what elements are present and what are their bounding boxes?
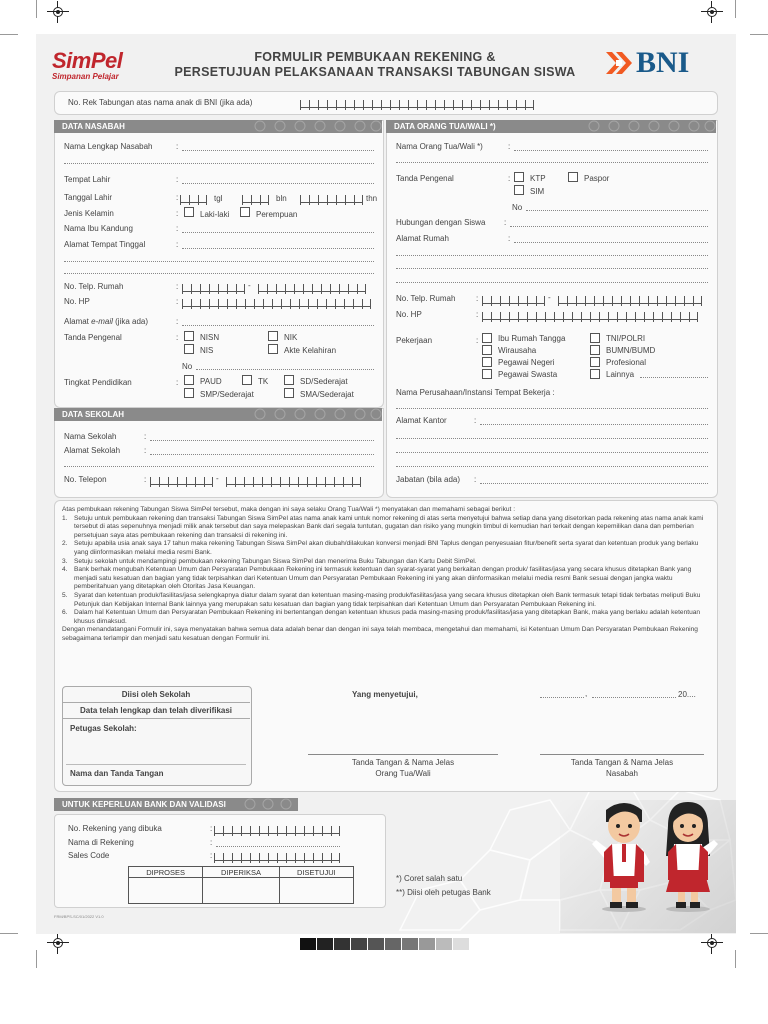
dash: - [216,474,219,483]
tanggal-lahir-label: Tanggal Lahir [64,193,113,202]
ortu-telp-rumah-label: No. Telp. Rumah [396,294,456,303]
nasabah-section-title: DATA NASABAH [54,120,382,133]
colon: : [176,317,179,326]
agree-label: Yang menyetujui, [352,690,418,699]
nama-lengkap-input-line2[interactable] [64,163,374,164]
band-pattern [250,408,382,421]
terms-item-text: Syarat dan ketentuan produk/fasilitas/jasa selengkapnya diatur dalam syarat dan ketentuan masing-masing produk/fasilitas/jasa yang secara khusus ditetapkan oleh Bank termasuk tetapi tidak terbatas meliputi Buku Petunjuk dan Kebijakan Internal Bank lainnya yang merupakan satu kesatuan dan bagian yang tidak terpisahkan dari Ketentuan Umum dan Persyaratan Pembukaan Rekening ini. [74,591,701,608]
trim-line [36,0,37,18]
colon: : [176,224,179,233]
sekolah-section-title: DATA SEKOLAH [54,408,382,421]
parent-signature-label-1: Tanda Tangan & Nama Jelas [351,758,455,767]
tk-label: TK [258,377,269,386]
parent-signature-line[interactable] [308,754,498,755]
sd-checkbox[interactable] [284,375,294,385]
tempat-lahir-input[interactable] [182,183,374,184]
ortu-section-title: DATA ORANG TUA/WALI *) [386,120,716,133]
bni-symbol-icon [604,50,632,76]
tni-polri-label: TNI/POLRI [606,334,646,343]
nik-checkbox[interactable] [268,331,278,341]
paspor-checkbox[interactable] [568,172,578,182]
tgl-label: tgl [214,194,223,203]
school-box-nama-ttd: Nama dan Tanda Tangan [70,769,164,778]
color-swatch [351,938,367,950]
terms-closing: Dengan menandatangani Formulir ini, saya menyatakan bahwa semua data adalah benar dan dengan ini saya telah membaca, mengetahui dan memahami, isi Ketentuan Umum Dan Persyaratan Pembukaan Rekening sebagaimana terlampir dan menjadi satu kesatuan dengan Formulir ini. [62,626,698,642]
bank-section-title: UNTUK KEPERLUAN BANK DAN VALIDASI [54,798,298,811]
alamat-input[interactable] [182,248,374,249]
colon: : [144,432,147,441]
trim-line [0,933,18,934]
alamat-kantor-input-line4[interactable] [396,466,708,467]
ktp-label: KTP [530,174,546,183]
colon: : [176,240,179,249]
parent-signature-label-2: Orang Tua/Wali [375,769,431,778]
perempuan-label: Perempuan [256,210,298,219]
telepon-sekolah-number-input[interactable] [226,474,361,485]
colon: : [210,824,213,833]
band-pattern [240,798,296,811]
signing-place-input[interactable] [540,697,584,698]
nama-lengkap-label: Nama Lengkap Nasabah [64,142,153,151]
laki-laki-label: Laki-laki [200,210,230,219]
color-swatch [402,938,418,950]
school-box-verified: Data telah lengkap dan telah diverifikasi [79,706,233,715]
alamat-kantor-input-line3[interactable] [396,452,708,453]
alamat-rumah-input-line4[interactable] [396,282,708,283]
customer-signature-label-2: Nasabah [605,769,639,778]
thn-label: thn [366,194,378,203]
terms-item: 1. Setuju untuk pembukaan rekening dan transaksi Tabungan Siswa SimPel atas nama anak kami untuk nomor rekening di atas serta menyetujui bahwa setiap dana yang disetorkan pada rekening atas nama anak kami tersebut di atas sepenuhnya menjadi milik anak tersebut dan saya melepaskan Bank dari segala tuntutan, gugatan dan risiko yang mungkin timbul di kemudian hari terkait dengan kepemilikan dana dan pemberian persetujuan saya atas pembukaan rekening dan transaksi di rekening ini. [62,514,704,539]
tanggal-lahir-bln-input[interactable] [242,192,269,203]
dash: - [548,293,551,302]
perempuan-checkbox[interactable] [240,207,250,217]
registration-mark-bottom-left [51,936,65,950]
colon: : [476,310,479,319]
pegawai-swasta-checkbox[interactable] [482,369,492,379]
ortu-telp-area-input[interactable] [482,293,545,304]
colon: : [176,209,179,218]
sales-code-input[interactable] [214,850,340,861]
signing-date-input[interactable] [592,697,676,698]
bank-rekening-label: No. Rekening yang dibuka [68,824,162,833]
tni-polri-checkbox[interactable] [590,333,600,343]
trim-line [735,0,736,18]
registration-mark-top-right [705,5,719,19]
account-number-input[interactable] [300,97,534,108]
sd-label: SD/Sederajat [300,377,348,386]
girl-figure [666,802,718,912]
alamat-input-line2[interactable] [64,261,374,262]
dash: - [248,281,251,290]
terms-item: 2. Setuju apabila usia anak saya 17 tahun maka rekening Tabungan Siswa SimPel akan diubah/dilakukan konversi menjadi BNI Taplus dengan penyesuaian fitur/benefit serta syarat dan ketentuan produk yang berlaku yang diinformasikan melalui media resmi Bank. [62,540,699,556]
tanggal-lahir-thn-input[interactable] [300,192,363,203]
akte-kelahiran-checkbox[interactable] [268,344,278,354]
smp-label: SMP/Sederajat [200,390,254,399]
ortu-id-number-input[interactable] [526,210,708,211]
colon: : [144,446,147,455]
note-petugas: **) Diisi oleh petugas Bank [396,888,491,897]
school-box-title: Diisi oleh Sekolah [121,690,191,699]
bank-nama-label: Nama di Rekening [68,838,134,847]
sma-label: SMA/Sederajat [300,390,354,399]
bumn-checkbox[interactable] [590,345,600,355]
trim-line [750,34,768,35]
no-hp-label: No. HP [64,297,90,306]
diproses-header: DIPROSES [129,867,203,878]
pekerjaan-label: Pekerjaan [396,336,433,345]
nama-ortu-input[interactable] [514,150,708,151]
bumn-label: BUMN/BUMD [606,346,656,355]
ortu-no-hp-label: No. HP [396,310,422,319]
nis-checkbox[interactable] [184,344,194,354]
nama-ibu-label: Nama Ibu Kandung [64,224,133,233]
ortu-id-no-label: No [512,203,523,212]
nisn-checkbox[interactable] [184,331,194,341]
akte-kelahiran-label: Akte Kelahiran [284,346,337,355]
color-swatch [419,938,435,950]
tingkat-pendidikan-label: Tingkat Pendidikan [64,378,132,387]
jenis-kelamin-label: Jenis Kelamin [64,209,114,218]
ibu-rumah-tangga-checkbox[interactable] [482,333,492,343]
date-suffix: 20.... [678,690,696,699]
nis-label: NIS [200,346,214,355]
colon: : [476,294,479,303]
tempat-lahir-label: Tempat Lahir [64,175,111,184]
colon: : [210,851,213,860]
alamat-sekolah-input[interactable] [150,454,374,455]
simpel-logo [52,50,122,81]
terms-item-text: Setuju apabila usia anak saya 17 tahun maka rekening Tabungan Siswa SimPel akan diubah/dilakukan konversi menjadi BNI Taplus dengan penyesuaian fitur/benefit serta syarat dan ketentuan produk yang berlaku yang diinformasikan melalui media resmi Bank. [74,540,699,556]
alamat-kantor-input[interactable] [480,424,708,425]
colon: : [508,174,511,183]
colon: : [176,282,179,291]
jabatan-label: Jabatan (bila ada) [396,475,461,484]
email-input[interactable] [182,325,374,326]
school-box-petugas: Petugas Sekolah: [70,724,137,733]
trim-line [0,34,18,35]
diproses-signature-cell[interactable] [129,878,203,904]
colon: : [504,218,507,227]
ortu-tanda-pengenal-label: Tanda Pengenal [396,174,454,183]
note-coret: *) Coret salah satu [396,874,463,883]
colon: : [176,175,179,184]
colon: : [176,193,179,202]
smp-checkbox[interactable] [184,388,194,398]
comma: , [585,689,588,698]
diperiksa-signature-cell[interactable] [203,878,280,904]
color-swatch [436,938,452,950]
wirausaha-label: Wirausaha [498,346,537,355]
telepon-sekolah-area-input[interactable] [150,474,213,485]
bank-rekening-input[interactable] [214,823,340,834]
pegawai-negeri-label: Pegawai Negeri [498,358,555,367]
hubungan-label: Hubungan dengan Siswa [396,218,486,227]
students-illustration [584,796,734,912]
alamat-rumah-input-line2[interactable] [396,255,708,256]
id-number-input[interactable] [196,369,374,370]
terms-item: 5. Syarat dan ketentuan produk/fasilitas/jasa selengkapnya diatur dalam syarat dan ketentuan masing-masing produk/fasilitas/jasa yang secara khusus ditetapkan oleh Bank termasuk tetapi tidak terbatas meliputi Buku Petunjuk dan Kebijakan Internal Bank lainnya yang merupakan satu kesatuan dan bagian yang tidak terpisahkan dari Ketentuan Umum dan Persyaratan Pembukaan Rekening ini. [62,591,701,608]
ktp-checkbox[interactable] [514,172,524,182]
sim-label: SIM [530,187,545,196]
terms-intro: Atas pembukaan rekening Tabungan Siswa SimPel tersebut, maka dengan ini saya selaku Orang Tua/Wali *) menyatakan dan memahami sebagai berikut : [62,506,516,513]
telepon-sekolah-label: No. Telepon [64,475,107,484]
email-label-prefix: Alamat [64,317,92,326]
alamat-kantor-input-line2[interactable] [396,438,708,439]
disetujui-header: DISETUJUI [279,867,353,878]
sim-checkbox[interactable] [514,185,524,195]
colon: : [476,336,479,345]
lainnya-label: Lainnya [606,370,635,379]
simpel-logo-text: SimPel [52,48,123,73]
colon: : [210,838,213,847]
tk-checkbox[interactable] [242,375,252,385]
customer-signature-line[interactable] [540,754,704,755]
nama-lengkap-input[interactable] [182,150,374,151]
alamat-kantor-label: Alamat Kantor [396,416,447,425]
band-pattern [584,120,716,133]
tanggal-lahir-tgl-input[interactable] [180,192,207,203]
perusahaan-label: Nama Perusahaan/Instansi Tempat Bekerja : [396,388,555,397]
colon: : [176,297,179,306]
nisn-label: NISN [200,333,220,342]
colon: : [176,333,179,342]
trim-line [36,950,37,968]
registration-mark-bottom-right [705,936,719,950]
color-swatch [368,938,384,950]
pegawai-negeri-checkbox[interactable] [482,357,492,367]
colon: : [144,475,147,484]
lainnya-input[interactable] [640,377,708,378]
nama-ortu-label: Nama Orang Tua/Wali *) [396,142,483,151]
divider [62,702,250,703]
terms-text [62,506,707,644]
bni-logo-text: BNI [636,46,690,79]
account-number-label: No. Rek Tabungan atas nama anak di BNI (jika ada) [68,98,253,107]
trim-line [735,950,736,968]
disetujui-signature-cell[interactable] [279,878,353,904]
trim-line [750,933,768,934]
email-label [64,317,148,326]
colon: : [474,416,477,425]
nik-label: NIK [284,333,298,342]
band-pattern [250,120,382,133]
color-swatch [385,938,401,950]
ortu-no-hp-input[interactable] [482,309,698,320]
form-title-line2: PERSETUJUAN PELAKSANAAN TRANSAKSI TABUNGAN SISWA [174,65,576,79]
alamat-sekolah-input-line2[interactable] [64,466,374,467]
terms-item-text: Dalam hal Ketentuan Umum dan Persyaratan Pembukaan Rekening ini bertentangan dengan ketentuan khusus pada masing-masing produk/fasilitas/jasa yang ditetapkan Bank, maka yang berlaku adalah ketentuan khusus dimaksud. [74,609,701,625]
terms-item: 4. Bank berhak mengubah Ketentuan Umum dan Persyaratan Pembukaan Rekening ini termasuk ketentuan dan syarat-syarat yang berkaitan dengan produk/ fasilitas/jasa yang secara khusus ditetapkan Bank yang menjadi satu kesatuan dan bagian yang tidak terpisahkan dari Ketentuan Umum dan Persyaratan Pembukaan Rekening ini yang akan diinformasikan melalui media resmi Bank sesuai dengan jangka waktu pemberitahuan yang ditetapkan oleh Otoritas Jasa Keuangan. [62,566,692,591]
telp-rumah-label: No. Telp. Rumah [64,282,124,291]
alamat-rumah-input[interactable] [514,242,708,243]
terms-item-text: Setuju sekolah untuk mendampingi pembukaan rekening Tabungan Siswa SimPel dan menerima Buku Tabungan dan Kartu Debit SimPel. [74,557,477,565]
form-title [165,50,585,80]
paud-label: PAUD [200,377,222,386]
boy-figure [592,803,650,912]
color-swatch [334,938,350,950]
bln-label: bln [276,194,287,203]
registration-mark-top-left [51,5,65,19]
petugas-signature-area[interactable] [66,764,246,765]
telp-rumah-number-input[interactable] [258,281,366,292]
hubungan-input[interactable] [510,226,708,227]
sales-code-label: Sales Code [68,851,110,860]
nama-sekolah-input[interactable] [150,440,374,441]
laki-laki-checkbox[interactable] [184,207,194,217]
telp-rumah-area-input[interactable] [182,281,245,292]
nama-sekolah-label: Nama Sekolah [64,432,117,441]
ortu-telp-number-input[interactable] [558,293,702,304]
alamat-input-line3[interactable] [64,273,374,274]
wirausaha-checkbox[interactable] [482,345,492,355]
profesional-label: Profesional [606,358,647,367]
alamat-rumah-input-line3[interactable] [396,268,708,269]
terms-item: 6. Dalam hal Ketentuan Umum dan Persyaratan Pembukaan Rekening ini bertentangan dengan ketentuan khusus pada masing-masing produk/fasilitas/jasa yang ditetapkan Bank, maka yang berlaku adalah ketentuan khusus dimaksud. [62,609,701,625]
email-label-suffix: (jika ada) [112,317,149,326]
id-no-label: No [182,362,193,371]
terms-item-text: Bank berhak mengubah Ketentuan Umum dan Persyaratan Pembukaan Rekening ini termasuk ketentuan dan syarat-syarat yang berkaitan dengan produk/ fasilitas/jasa yang secara khusus ditetapkan Bank yang menjadi satu kesatuan dan bagian yang tidak terpisahkan dari Ketentuan Umum dan Persyaratan Pembukaan Rekening ini yang akan diinformasikan melalui media resmi Bank sesuai dengan jangka waktu pemberitahuan yang ditetapkan oleh Otoritas Jasa Keuangan. [74,566,692,591]
color-swatch [317,938,333,950]
lainnya-checkbox[interactable] [590,369,600,379]
colon: : [474,475,477,484]
simpel-logo-subtitle: Simpanan Pelajar [52,72,119,81]
colon: : [176,378,179,387]
divider [62,718,250,719]
approval-table [128,866,354,904]
customer-signature-label-1: Tanda Tangan & Nama Jelas [570,758,674,767]
bank-nama-input[interactable] [216,846,340,847]
alamat-label: Alamat Tempat Tinggal [64,240,146,249]
terms-item: 3. Setuju sekolah untuk mendampingi pembukaan rekening Tabungan Siswa SimPel dan menerima Buku Tabungan dan Kartu Debit SimPel. [62,557,477,565]
colon: : [508,234,511,243]
form-title-line1: FORMULIR PEMBUKAAN REKENING & [254,50,496,64]
jabatan-input[interactable] [480,483,708,484]
diperiksa-header: DIPERIKSA [203,867,280,878]
color-swatch [300,938,316,950]
tanda-pengenal-label: Tanda Pengenal [64,333,122,342]
ibu-rumah-tangga-label: Ibu Rumah Tangga [498,334,566,343]
sma-checkbox[interactable] [284,388,294,398]
no-hp-input[interactable] [182,296,371,307]
paud-checkbox[interactable] [184,375,194,385]
footer-code: FRM/BPS-SC/01/2022 V1.0 [54,914,104,919]
profesional-checkbox[interactable] [590,357,600,367]
pegawai-swasta-label: Pegawai Swasta [498,370,558,379]
terms-item-text: Setuju untuk pembukaan rekening dan transaksi Tabungan Siswa SimPel atas nama anak kami untuk nomor rekening di atas serta menyetujui bahwa setiap dana yang disetorkan pada rekening atas nama anak kami tersebut di atas sepenuhnya menjadi milik anak tersebut dan saya melepaskan Bank dari segala tuntutan, gugatan dan risiko yang mungkin timbul di kemudian hari terkait dengan kepemilikan dana dan pemberian persetujuan saya atas pembukaan rekening dan transaksi di rekening ini. [74,514,704,539]
paspor-label: Paspor [584,174,610,183]
nama-ibu-input[interactable] [182,232,374,233]
nama-ortu-input-line2[interactable] [396,162,708,163]
color-swatch [453,938,469,950]
colon: : [508,142,511,151]
alamat-sekolah-label: Alamat Sekolah [64,446,121,455]
bni-logo [604,48,689,78]
colon: : [176,142,179,151]
email-label-italic: e-mail [91,317,113,326]
perusahaan-input[interactable] [396,408,708,409]
alamat-rumah-label: Alamat Rumah [396,234,449,243]
